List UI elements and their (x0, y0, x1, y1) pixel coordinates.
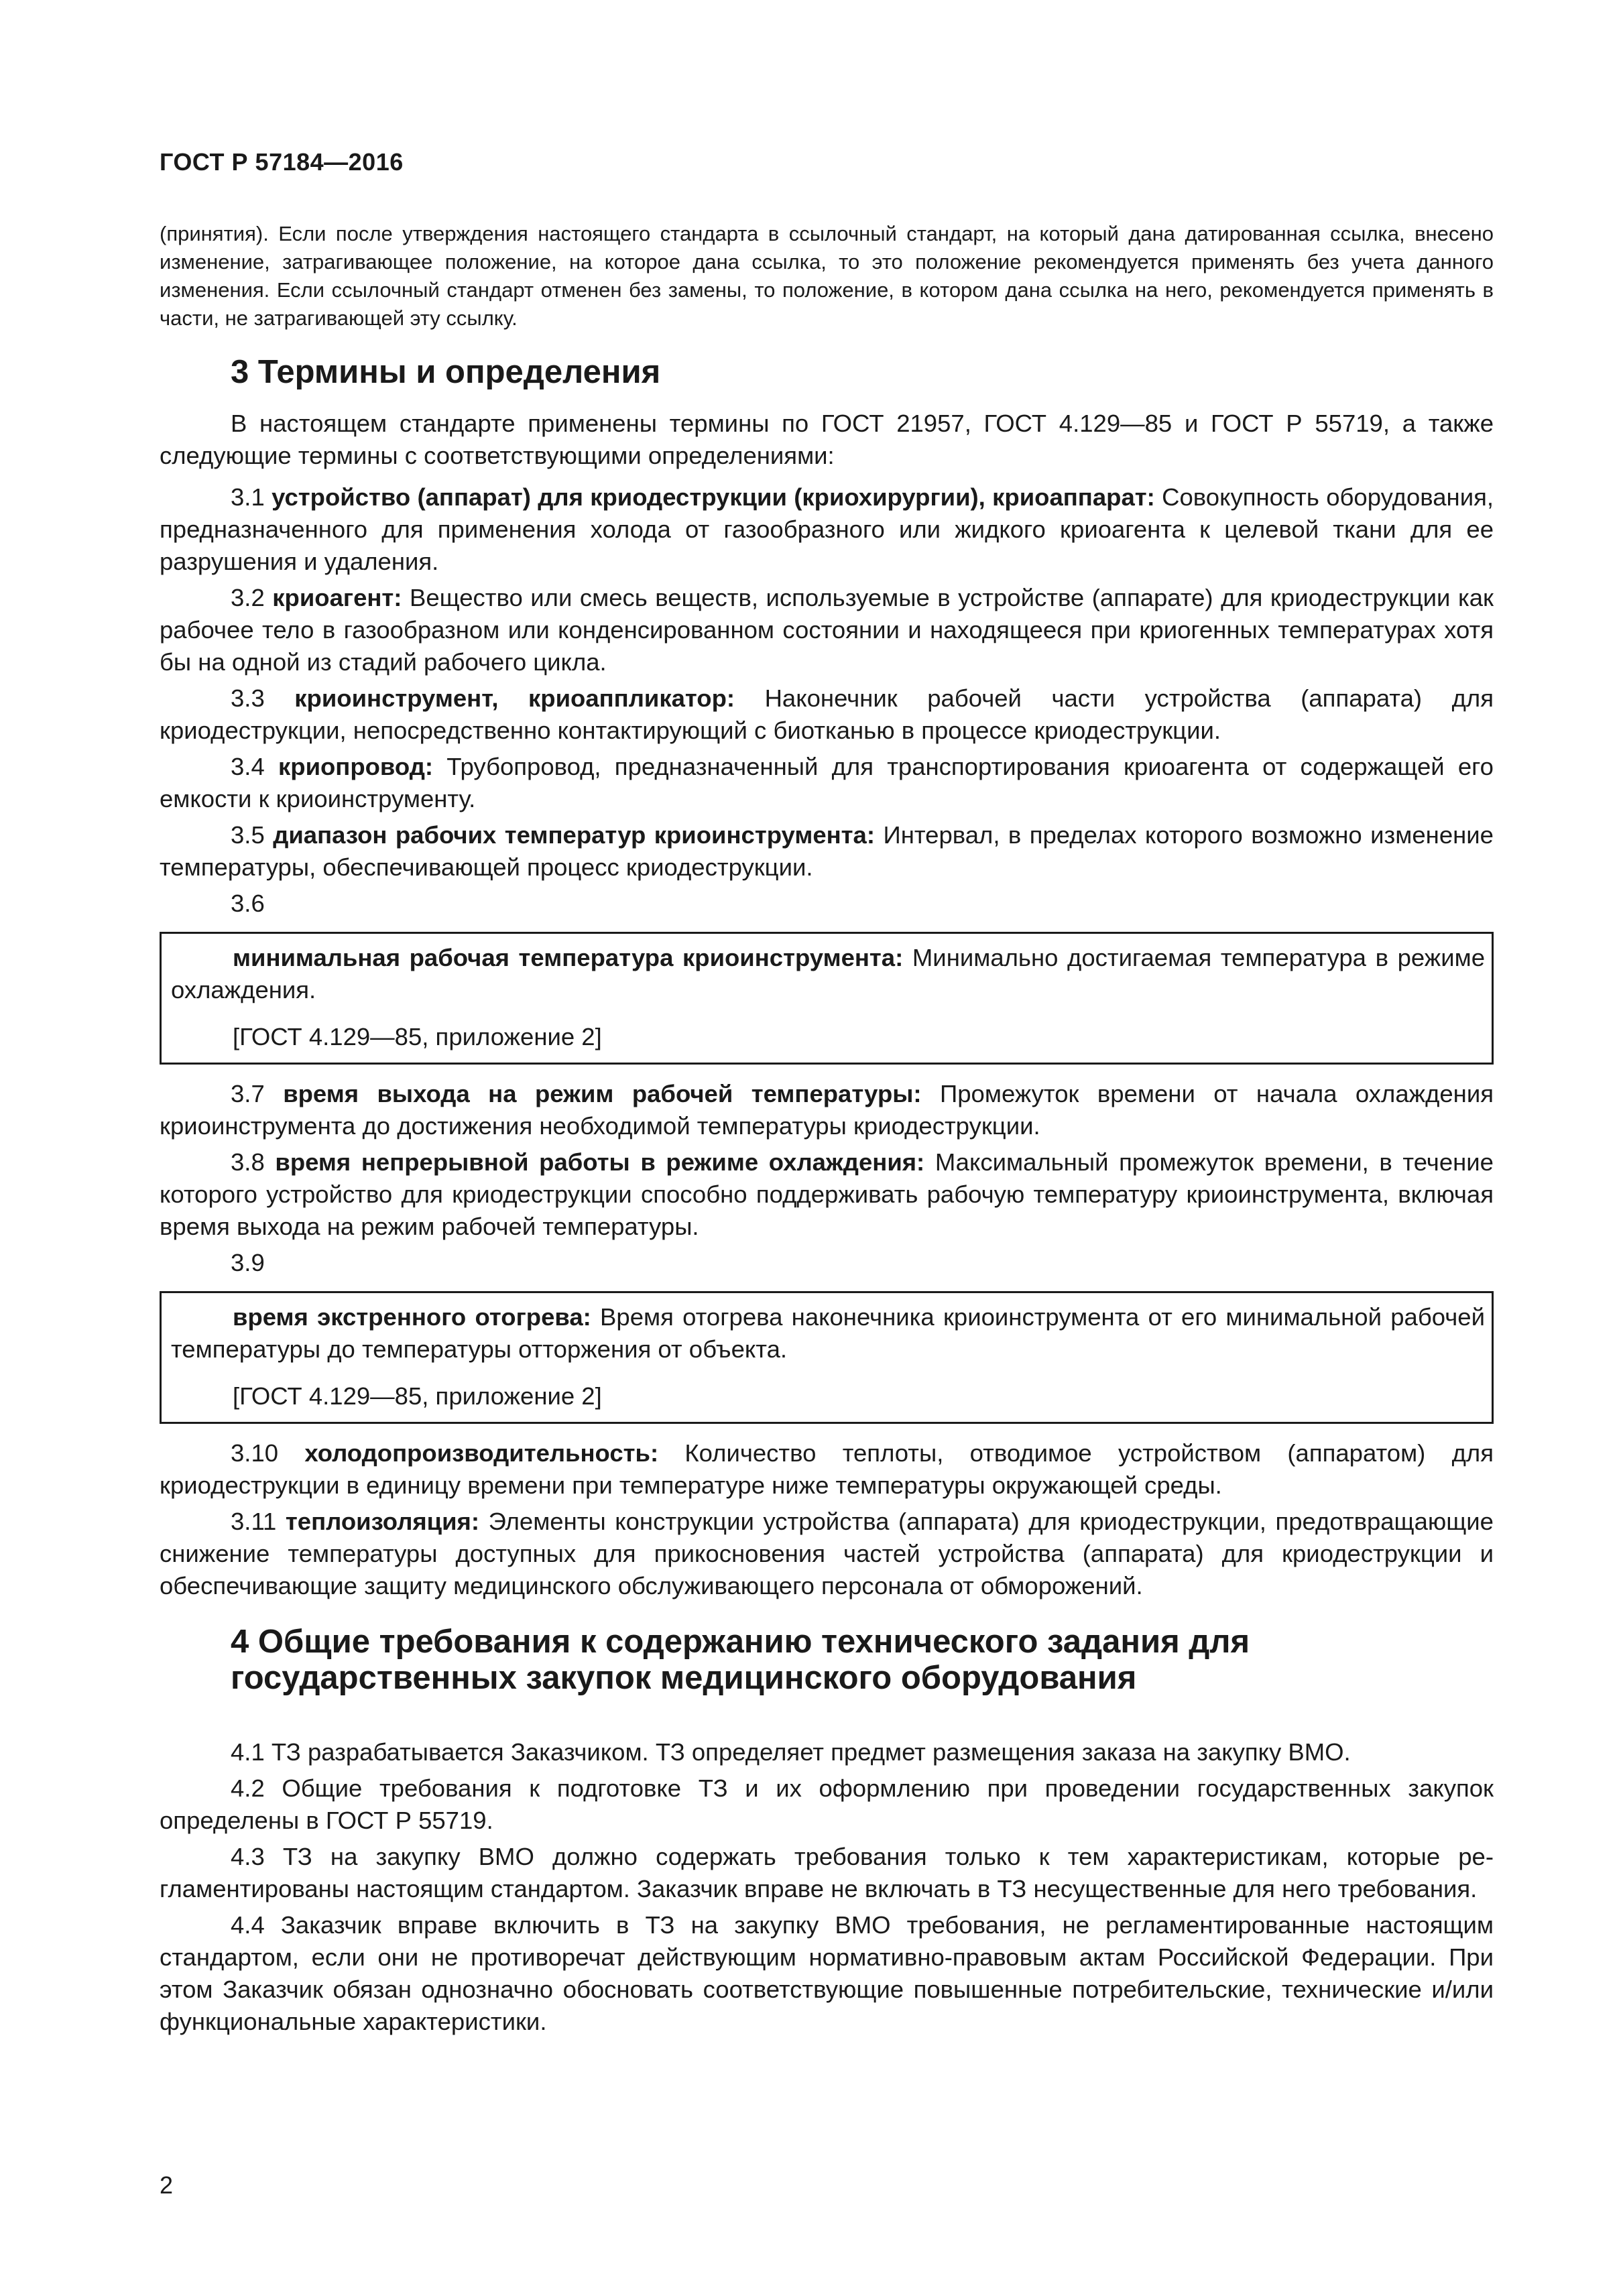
document-header: ГОСТ Р 57184—2016 (160, 148, 404, 176)
term-3-6 (171, 942, 1485, 1006)
term-name: минимальная рабочая температура криоинструмента: (233, 944, 904, 971)
term-3-6-box (160, 932, 1494, 1065)
term-3-7 (160, 1078, 1494, 1142)
term-name: время выхода на режим рабочей температуры: (283, 1080, 922, 1107)
term-3-11 (160, 1506, 1494, 1602)
term-3-6-source: [ГОСТ 4.129—85, приложение 2] (233, 1023, 602, 1050)
term-definition: Элементы конструкции устройства (аппарата) для криодеструкции, предотвращающие снижение температуры доступных для прикосновения частей устройства (аппарата) для криодеструкции и обеспечивающие защиту медицинского обслуживающего персонала от обморожений. (160, 1508, 1494, 1599)
clause-4-4: 4.4 Заказчик вправе включить в ТЗ на закупку ВМО требования, не регламентированные настоящим стандартом, если они не противоречат действующим нормативно-правовым актам Российской Федерации. При этом Заказчик обязан однозначно обосновать соответствующие повышенные потребительские, технические и/или функциональные характеристики. (160, 1911, 1494, 2035)
term-3-3 (160, 682, 1494, 747)
term-3-8 (160, 1146, 1494, 1243)
term-definition: Совокупность оборудования, предназначенного для применения холода от газообразного или жидкого криоагента к целевой ткани для ее разрушения и удаления. (160, 483, 1494, 575)
term-name: устройство (аппарат) для криодеструкции (криохирургии), криоаппарат: (272, 483, 1155, 511)
term-3-9-source: [ГОСТ 4.129—85, приложение 2] (233, 1382, 602, 1410)
term-name: криоинструмент, криоаппликатор: (294, 684, 735, 712)
term-name: время экстренного отогрева: (233, 1303, 591, 1331)
term-3-9-number: 3.9 (231, 1249, 265, 1276)
term-number: 3.1 (231, 483, 265, 511)
term-number: 3.10 (231, 1439, 279, 1467)
term-definition: Промежуток времени от начала охлаждения криоинструмента до достижения необходимой температуры криодеструкции. (160, 1080, 1494, 1140)
term-3-6-number: 3.6 (231, 890, 265, 917)
term-name: криоагент: (272, 584, 402, 611)
term-definition: Максимальный промежуток времени, в течение которого устройство для криодеструкции способно поддерживать рабочую температуру криоинструмента, включая время выхода на режим рабочей температуры. (160, 1148, 1494, 1240)
term-3-2 (160, 582, 1494, 678)
term-number: 3.11 (231, 1508, 277, 1535)
section-4-title-line-2: государственных закупок медицинского оборудования (231, 1660, 1137, 1696)
term-definition: Количество теплоты, отводимое устройством (аппаратом) для криодеструкции в единицу времени при температуре ниже температуры окружающей среды. (160, 1439, 1494, 1499)
term-name: диапазон рабочих температур криоинструмента: (273, 821, 876, 849)
page-number: 2 (160, 2171, 174, 2199)
page-content (160, 147, 1494, 2042)
term-definition: Минимально достигаемая температура в режиме охлаждения. (171, 944, 1485, 1004)
section-4-title (160, 1624, 1494, 1696)
term-number: 3.4 (231, 753, 265, 780)
clause-4-3: 4.3 ТЗ на закупку ВМО должно содержать требования только к тем характеристикам, которые регламентированы настоящим стандартом. Заказчик вправе не включать в ТЗ несущественные для него требования. (160, 1843, 1494, 1902)
term-number: 3.5 (231, 821, 265, 849)
term-definition: Вещество или смесь веществ, используемые в устройстве (аппарате) для криодеструкции как рабочее тело в газообразном или конденсированном состоянии и находящееся при криогенных температурах хотя бы на одной из стадий рабочего цикла. (160, 584, 1494, 676)
term-definition: Наконечник рабочей части устройства (аппарата) для криодеструкции, непосредственно контактирующий с биотканью в процессе криодеструкции. (160, 684, 1494, 744)
section-4-title-line-1: 4 Общие требования к содержанию технического задания для (231, 1624, 1250, 1660)
term-3-10 (160, 1437, 1494, 1502)
clause-4-2: 4.2 Общие требования к подготовке ТЗ и их оформлению при проведении государственных закупок определены в ГОСТ Р 55719. (160, 1774, 1494, 1834)
term-3-9 (171, 1301, 1485, 1366)
term-number: 3.2 (231, 584, 265, 611)
term-number: 3.3 (231, 684, 265, 712)
term-name: теплоизоляция: (285, 1508, 480, 1535)
term-definition: Время отогрева наконечника криоинструмента от его минимальной рабочей температуры до температуры отторжения от объекта. (171, 1303, 1485, 1363)
term-3-1 (160, 481, 1494, 578)
clause-4-1: 4.1 ТЗ разрабатывается Заказчиком. ТЗ определяет предмет размещения заказа на закупку ВМО. (231, 1738, 1351, 1766)
term-name: время непрерывной работы в режиме охлаждения: (275, 1148, 925, 1176)
term-3-9-box (160, 1291, 1494, 1424)
term-3-5 (160, 819, 1494, 884)
term-3-4 (160, 751, 1494, 815)
term-definition: Трубопровод, предназначенный для транспортирования криоагента от содержащей его емкости к криоинструменту. (160, 753, 1494, 812)
section-3-title: 3 Термины и определения (231, 354, 661, 390)
term-name: криопровод: (278, 753, 434, 780)
intro-paragraph: (принятия). Если после утверждения настоящего стандарта в ссылочный стандарт, на который дана датированная ссылка, внесено изменение, затрагивающее положение, на которое дана ссылка, то это положение рекомендуется применять без учета данного изменения. Если ссылочный стандарт отменен без замены, то положение, в котором дана ссылка на него, рекомендуется применять в части, не затрагивающей эту ссылку. (160, 222, 1494, 330)
term-number: 3.7 (231, 1080, 265, 1107)
term-number: 3.8 (231, 1148, 265, 1176)
section-3-lead: В настоящем стандарте применены термины по ГОСТ 21957, ГОСТ 4.129—85 и ГОСТ Р 55719, а также следующие термины с соответствующими определениями: (160, 410, 1494, 469)
term-name: холодопроизводительность: (304, 1439, 659, 1467)
term-definition: Интервал, в пределах которого возможно изменение температуры, обеспечивающей процесс криодеструкции. (160, 821, 1494, 881)
